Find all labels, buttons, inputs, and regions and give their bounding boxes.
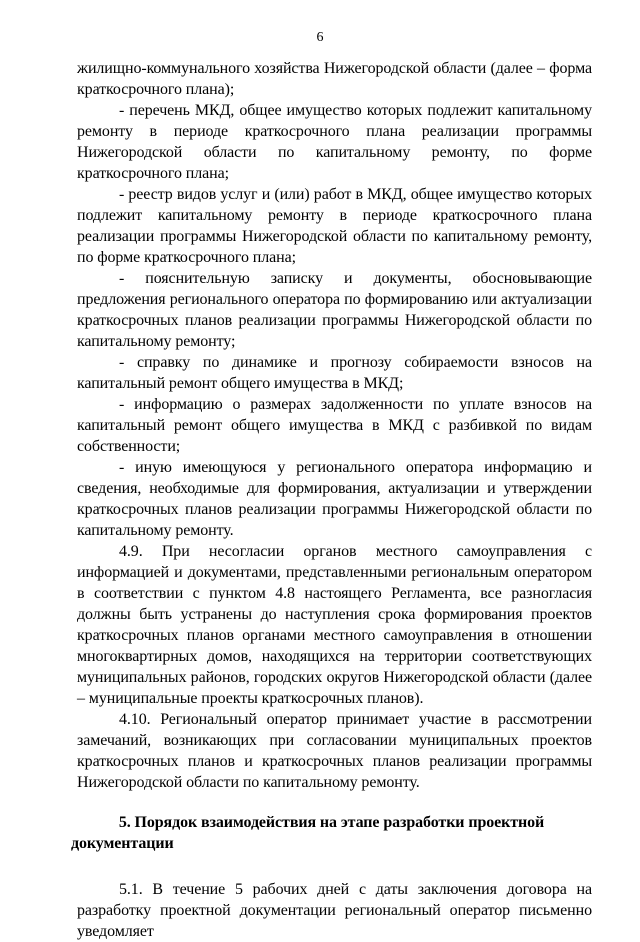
list-item-debt-info: - информацию о размерах задолженности по уплате взносов на капитальный ремонт общего имущества в МКД с разбивкой по видам собственности; [77,396,592,455]
paragraph-continuation: жилищно-коммунального хозяйства Нижегородской области (далее – форма краткосрочного плана); [77,60,592,98]
page-number: 6 [316,30,324,45]
document-body [71,58,592,942]
list-item-explanatory-note: - пояснительную записку и документы, обосновывающие предложения регионального оператора по формированию или актуализации краткосрочных планов реализации программы Нижегородской области по капитальному ремонту; [77,270,592,350]
section-heading: 5. Порядок взаимодействия на этапе разработки проектной документации [71,814,545,852]
paragraph-4-9: 4.9. При несогласии органов местного самоуправления с информацией и документами, представленными региональным оператором в соответствии с пунктом 4.8 настоящего Регламента, все разногласия должны быть устранены до наступления срока формирования проектов краткосрочных планов органами местного самоуправления в отношении многоквартирных домов, находящихся на территории соответствующих муниципальных районов, городских округов Нижегородской области (далее – муниципальные проекты краткосрочных планов). [77,543,592,707]
paragraph-5-1: 5.1. В течение 5 рабочих дней с даты заключения договора на разработку проектной документации региональный оператор письменно уведомляет [77,881,592,940]
list-item-services-register: - реестр видов услуг и (или) работ в МКД, общее имущество которых подлежит капитальному ремонту в периоде краткосрочного плана реализации программы Нижегородской области по капитальному ремонту, по форме краткосрочного плана; [77,186,592,266]
list-item-collection-forecast: - справку по динамике и прогнозу собираемости взносов на капитальный ремонт общего имущества в МКД; [77,354,592,392]
paragraph-4-10: 4.10. Региональный оператор принимает участие в рассмотрении замечаний, возникающих при согласовании муниципальных проектов краткосрочных планов и краткосрочных планов реализации программы Нижегородской области по капитальному ремонту. [77,711,592,791]
list-item-other-info: - иную имеющуюся у регионального оператора информацию и сведения, необходимые для формирования, актуализации и утверждении краткосрочных планов реализации программы Нижегородской области по капитальному ремонту. [77,459,592,539]
list-item-mkd-list: - перечень МКД, общее имущество которых подлежит капитальному ремонту в периоде краткосрочного плана реализации программы Нижегородской области по капитальному ремонту, по форме краткосрочного плана; [77,102,592,182]
